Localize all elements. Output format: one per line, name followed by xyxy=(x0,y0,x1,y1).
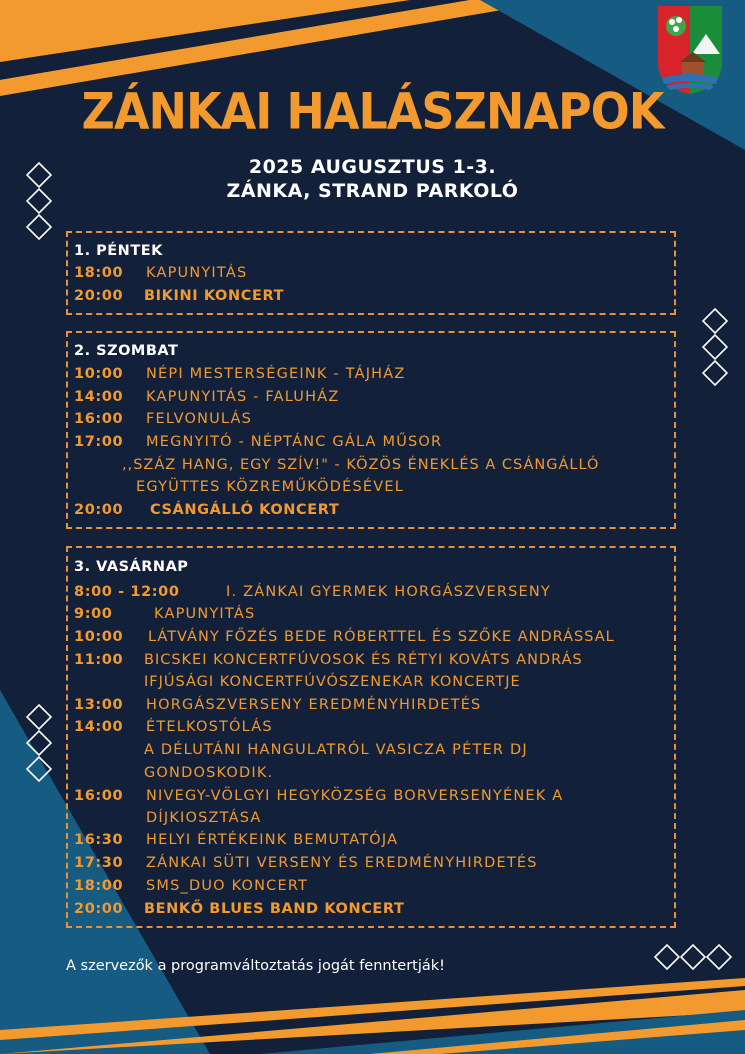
diamond-chain-icon xyxy=(26,704,52,782)
diamond-chain-icon xyxy=(702,308,728,386)
event-time: 10:00 xyxy=(74,366,124,382)
event-time: 11:00 xyxy=(74,652,124,668)
event-text: CSÁNGÁLLÓ KONCERT xyxy=(150,502,340,518)
event-text: I. ZÁNKAI GYERMEK HORGÁSZVERSENY xyxy=(226,584,551,600)
event-text: NIVEGY-VÖLGYI HEGYKÖZSÉG BORVERSENYÉNEK A xyxy=(146,788,564,804)
event-text: ÉTELKOSTÓLÁS xyxy=(146,719,273,735)
event-text: NÉPI MESTERSÉGEINK - TÁJHÁZ xyxy=(146,366,406,382)
footer-note: A szervezők a programváltoztatás jogát fenntertják! xyxy=(66,958,445,974)
diamond-chain-icon xyxy=(654,944,732,970)
event-time: 20:00 xyxy=(74,502,124,518)
event-text: BICSKEI KONCERTFÚVOSOK ÉS RÉTYI KOVÁTS ANDRÁS xyxy=(144,652,583,668)
event-date: 2025 AUGUSZTUS 1-3. xyxy=(248,156,497,178)
event-text: SMS_DUO KONCERT xyxy=(146,878,309,894)
event-text: ,,SZÁZ HANG, EGY SZÍV!" - KÖZÖS ÉNEKLÉS A CSÁNGÁLLÓ xyxy=(122,457,600,473)
event-time: 17:00 xyxy=(74,434,124,450)
event-text: IFJÚSÁGI KONCERTFÚVÓSZENEKAR KONCERTJE xyxy=(144,674,521,690)
event-text: A DÉLUTÁNI HANGULATRÓL VASICZA PÉTER DJ xyxy=(144,742,528,758)
event-text: HORGÁSZVERSENY EREDMÉNYHIRDETÉS xyxy=(146,697,482,713)
event-time: 13:00 xyxy=(74,697,124,713)
day3-heading: 3. VASÁRNAP xyxy=(74,559,189,575)
event-text: DÍJKIOSZTÁSA xyxy=(146,810,262,826)
event-time: 10:00 xyxy=(74,629,124,645)
event-time: 16:00 xyxy=(74,788,124,804)
event-time: 16:30 xyxy=(74,832,124,848)
event-text: BENKŐ BLUES BAND KONCERT xyxy=(144,901,405,917)
page-title: ZÁNKAI HALÁSZNAPOK xyxy=(81,81,664,141)
event-text: KAPUNYITÁS xyxy=(154,606,256,622)
event-text: LÁTVÁNY FŐZÉS BEDE RÓBERTTEL ÉS SZŐKE ANDRÁSSAL xyxy=(148,629,615,645)
event-time: 18:00 xyxy=(74,265,124,281)
event-time: 14:00 xyxy=(74,719,124,735)
event-text: MEGNYITÓ - NÉPTÁNC GÁLA MŰSOR xyxy=(146,434,443,450)
event-time: 20:00 xyxy=(74,901,124,917)
event-text: FELVONULÁS xyxy=(146,411,253,427)
event-time: 20:00 xyxy=(74,288,124,304)
event-time: 14:00 xyxy=(74,389,124,405)
event-text: GONDOSKODIK. xyxy=(144,765,274,781)
event-time: 8:00 - 12:00 xyxy=(74,584,180,600)
event-text: EGYÜTTES KÖZREMŰKÖDÉSÉVEL xyxy=(136,479,404,495)
event-text: KAPUNYITÁS - FALUHÁZ xyxy=(146,389,340,405)
event-text: BIKINI KONCERT xyxy=(144,288,285,304)
event-time: 9:00 xyxy=(74,606,113,622)
event-location: ZÁNKA, STRAND PARKOLÓ xyxy=(226,180,519,202)
event-text: KAPUNYITÁS xyxy=(146,265,248,281)
day1-heading: 1. PÉNTEK xyxy=(74,243,163,259)
event-time: 18:00 xyxy=(74,878,124,894)
day2-heading: 2. SZOMBAT xyxy=(74,343,179,359)
day2-box xyxy=(66,331,676,529)
event-time: 16:00 xyxy=(74,411,124,427)
event-text: ZÁNKAI SÜTI VERSENY ÉS EREDMÉNYHIRDETÉS xyxy=(146,855,538,871)
event-text: HELYI ÉRTÉKEINK BEMUTATÓJA xyxy=(146,832,399,848)
event-time: 17:30 xyxy=(74,855,124,871)
